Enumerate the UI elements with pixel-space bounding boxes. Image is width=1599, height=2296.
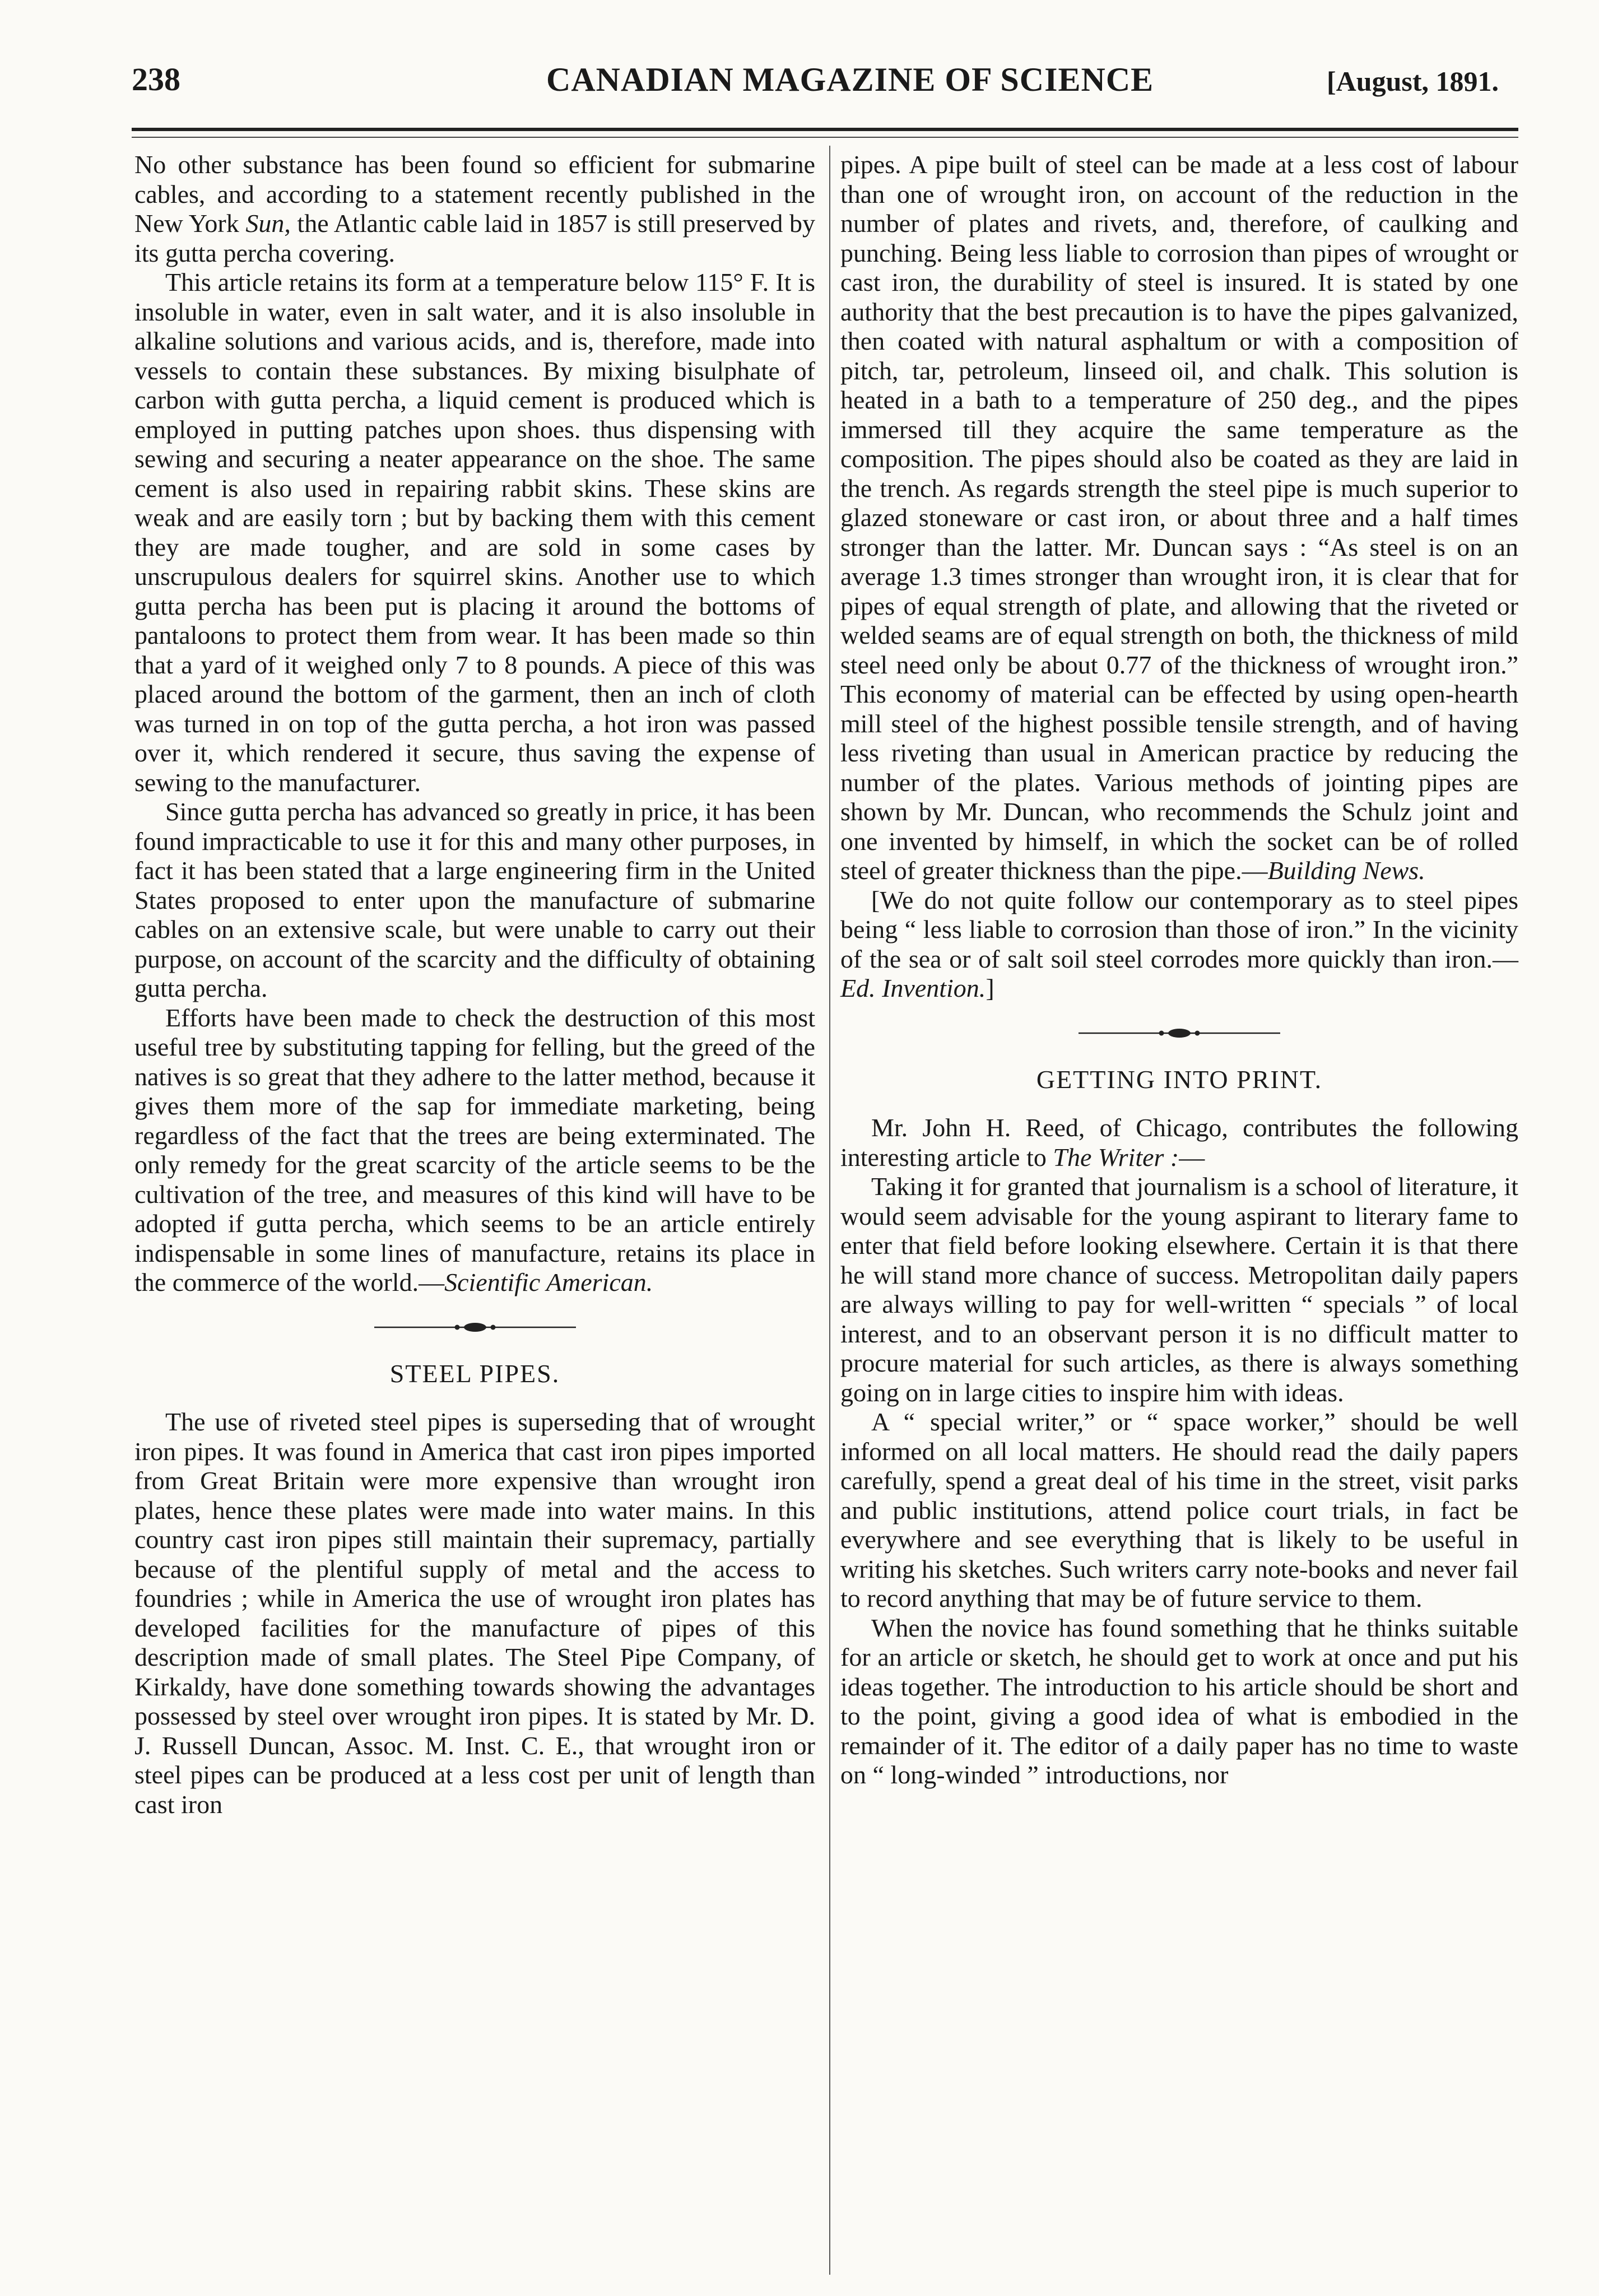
editor-note: [We do not quite follow our contemporary as to steel pipes being “ less liable to corrosion than those of iron.” In the vicinity of the sea or of salt soil steel corrodes more quickly than iron.—Ed. Invention.] [840,885,1518,1002]
page-header [132,61,1499,112]
column-divider [829,146,830,2275]
running-title: CANADIAN MAGAZINE OF SCIENCE [546,61,1154,98]
section-ornament-icon [134,1319,815,1341]
left-column [134,150,815,1819]
gutta-percha-paragraph-2: This article retains its form at a temperature below 115° F. It is insoluble in water, even in salt water, and it is also insoluble in alkaline solutions and various acids, and is, therefore, made into vessels to contain these substances. By mixing bisulphate of carbon with gutta percha, a liquid cement is produced which is employed in putting patches upon shoes. thus dispensing with sewing and securing a neater appearance on the shoe. The same cement is also used in repairing rabbit skins. These skins are weak and are easily torn ; but by backing them with this cement they are made tougher, and are sold in some cases by unscrupulous dealers for squirrel skins. Another use to which gutta percha has been put is placing it around the bottoms of pantaloons to protect them from wear. It has been made so thin that a yard of it weighed only 7 to 8 pounds. A piece of this was placed around the bottom of the garment, then an inch of cloth was turned in on top of the gutta percha, a hot iron was passed over it, which rendered it secure, thus saving the expense of sewing to the manufacturer. [134,268,815,797]
steel-pipes-continuation: pipes. A pipe built of steel can be made at a less cost of labour than one of wrought iron, on account of the reduction in the number of plates and rivets, and, therefore, of caulking and punching. Being less liable to corrosion than pipes of wrought or cast iron, the durability of steel is insured. It is stated by one authority that the best precaution is to have the pipes galvanized, then coated with natural asphaltum or with a composition of pitch, tar, petroleum, linseed oil, and chalk. This solution is heated in a bath to a temperature of 250 deg., and the pipes immersed till they acquire the same temperature as the composition. The pipes should also be coated as they are laid in the trench. As regards strength the steel pipe is much superior to glazed stoneware or cast iron, or about three and a half times stronger than the latter. Mr. Duncan says : “As steel is on an average 1.3 times stronger than wrought iron, it is clear that for pipes of equal strength of plate, and allowing that the riveted or welded seams are of equal strength on both, the thickness of mild steel need only be about 0.77 of the thickness of wrought iron.” This economy of material can be effected by using open-hearth mill steel of the highest possible tensile strength, and of having less riveting than usual in American practice by reducing the number of the plates. Various methods of jointing pipes are shown by Mr. Duncan, who recommends the Schulz joint and one invented by himself, in which the socket can be of rolled steel of greater thickness than the pipe.—Building News. [840,150,1518,885]
getting-into-print-heading: GETTING INTO PRINT. [1036,1065,1323,1094]
source-citation: Scientific American. [444,1268,653,1296]
header-rule-thin [132,137,1518,138]
steel-pipes-heading: STEEL PIPES. [389,1359,560,1388]
section-ornament-icon [840,1025,1518,1047]
getting-into-print-paragraph-3: When the novice has found something that he thinks suitable for an article or sketch, he should get to work at once and put his ideas together. The introduction to his article should be short and to the point, giving a good idea of what is embodied in the remainder of it. The editor of a daily paper has no time to waste on “ long-winded ” introductions, nor [840,1613,1518,1789]
gutta-percha-paragraph-3: Since gutta percha has advanced so greatly in price, it has been found impracticable to use it for this and many other purposes, in fact it has been stated that a large engineering firm in the United States proposed to enter upon the manufacture of submarine cables on an extensive scale, but were unable to carry out their purpose, on account of the scarcity and the difficulty of obtaining gutta percha. [134,797,815,1002]
issue-date: [August, 1891. [1327,66,1499,97]
gutta-percha-paragraph-4: Efforts have been made to check the destruction of this most useful tree by substituting tapping for felling, but the greed of the natives is so great that they adhere to the latter method, because it gives them more of the sap for immediate marketing, being regardless of the fact that the trees are being exterminated. The only remedy for the great scarcity of the article seems to be the cultivation of the tree, and measures of this kind will have to be adopted if gutta percha, which seems to be an article entirely indispensable in some lines of manufacture, retains its place in the commerce of the world.—Scientific American. [134,1003,815,1296]
getting-into-print-paragraph-1: Taking it for granted that journalism is a school of literature, it would seem advisable for the young aspirant to literary fame to enter that field before looking elsewhere. Certain it is that there he will stand more chance of success. Metropolitan daily papers are always willing to pay for well-written “ specials ” of local interest, and to an observant person it is no difficult matter to procure material for such articles, as there is always something going on in large cities to inspire him with ideas. [840,1172,1518,1407]
getting-into-print-paragraph-2: A “ special writer,” or “ space worker,” should be well informed on all local matters. He should read the daily papers carefully, spend a great deal of his time in the street, visit parks and public institutions, attend police court trials, in fact be everywhere and see everything that is likely to be useful in writing his sketches. Such writers carry note-books and never fail to record anything that may be of future service to them. [840,1407,1518,1612]
source-citation: Building News. [1267,856,1425,885]
header-rule [132,128,1518,131]
right-column [840,150,1518,1790]
page-number: 238 [132,61,180,97]
getting-into-print-intro: Mr. John H. Reed, of Chicago, contributes the following interesting article to The Writer :— [840,1113,1518,1172]
steel-pipes-paragraph-1: The use of riveted steel pipes is superseding that of wrought iron pipes. It was found in America that cast iron pipes imported from Great Britain were more expensive than wrought iron plates, hence these plates were made into water mains. In this country cast iron pipes still maintain their supremacy, partially because of the plentiful supply of metal and the access to foundries ; while in America the use of wrought iron plates has developed facilities for the manufacture of pipes of this description made of small plates. The Steel Pipe Company, of Kirkaldy, have done something towards showing the advantages possessed by steel over wrought iron pipes. It is stated by Mr. D. J. Russell Duncan, Assoc. M. Inst. C. E., that wrought iron or steel pipes can be produced at a less cost per unit of length than cast iron [134,1407,815,1819]
gutta-percha-paragraph-1: No other substance has been found so efficient for submarine cables, and according to a statement recently published in the New York Sun, the Atlantic cable laid in 1857 is still preserved by its gutta percha covering. [134,150,815,267]
